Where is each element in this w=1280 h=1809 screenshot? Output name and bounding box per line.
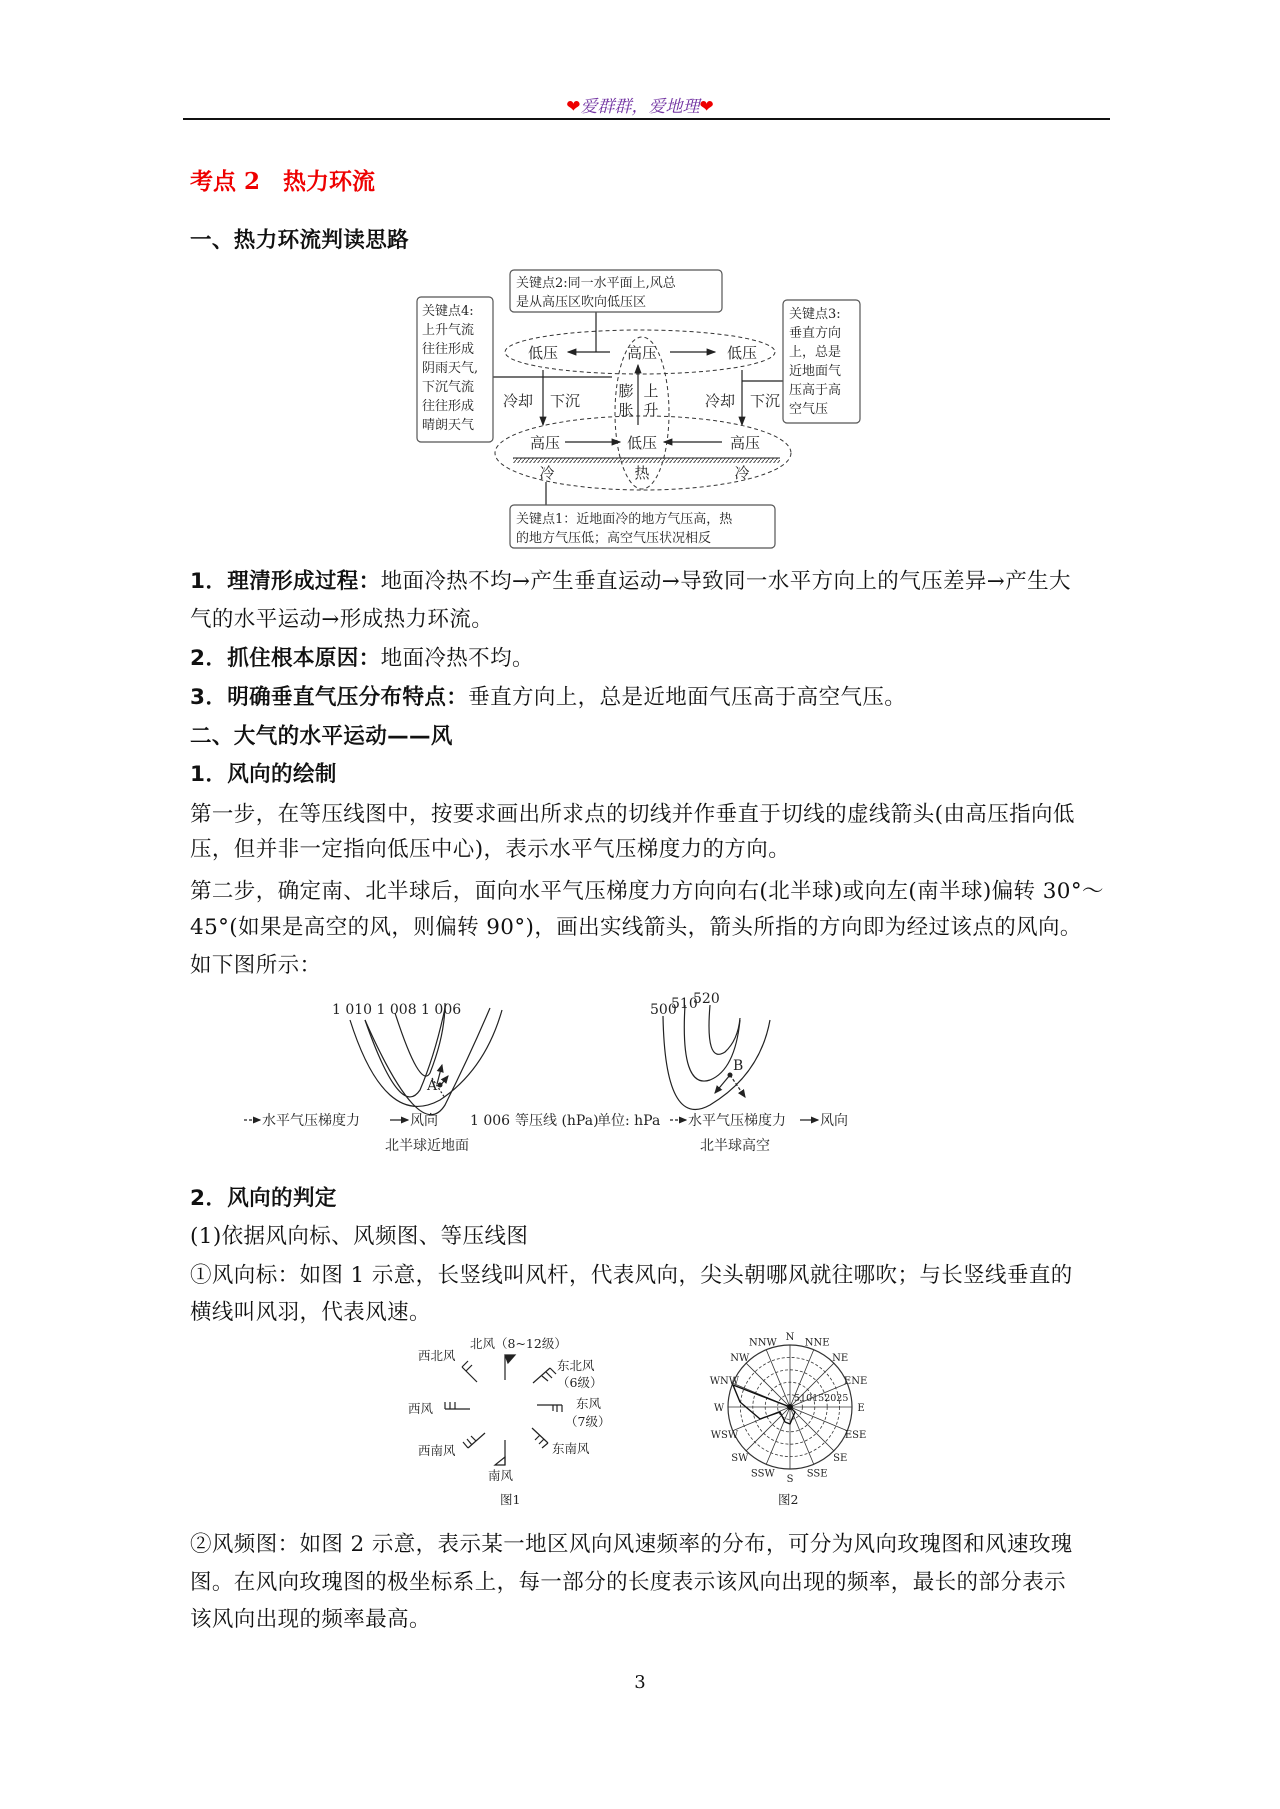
wind-vanes [445, 1355, 562, 1465]
rose-direction-label: S [786, 1474, 794, 1485]
paragraph-line: 该风向出现的频率最高。 [190, 1607, 431, 1632]
legend-wind: 风向 [820, 1113, 848, 1129]
east-grade-label: （7级） [565, 1414, 611, 1429]
northeast-wind-label: 东北风 [557, 1358, 595, 1373]
key-point-3-text: 压高于高 [789, 383, 842, 398]
point-text: 地面冷热不均→产生垂直运动→导致同一水平方向上的气压差异→产生大 [380, 569, 1071, 594]
key-point-3-text: 上，总是 [789, 345, 842, 360]
pressure-label: 低压 [626, 434, 658, 452]
expand-label: 胀 [618, 401, 634, 419]
cool-label: 冷却 [502, 392, 534, 410]
south-wind-label: 南风 [488, 1468, 514, 1483]
southwest-wind-label: 西南风 [418, 1443, 456, 1458]
legend-wind: 风向 [410, 1113, 438, 1129]
paragraph-line: ②风频图：如图 2 示意，表示某一地区风向风速频率的分布，可分为风向玫瑰图和风速玫瑰 [190, 1532, 1073, 1557]
rose-center [787, 1404, 793, 1410]
legend-isobar: 等压线 (hPa) [515, 1113, 599, 1129]
sink-label: 下沉 [749, 392, 781, 410]
point-label: 1．理清形成过程： [190, 569, 381, 594]
section-heading: 二、大气的水平运动——风 [190, 724, 453, 749]
expand-label: 膨 [618, 382, 634, 400]
paragraph-line: 第二步，确定南、北半球后，面向水平气压梯度力方向向右(北半球)或向左(南半球)偏转 30°～ [190, 879, 1104, 904]
rise-label: 升 [643, 401, 659, 419]
pressure-label: 高压 [729, 434, 761, 452]
key-point-1-text: 关键点1：近地面冷的地方气压高，热 [516, 512, 733, 527]
point-label: 2．抓住根本原因： [190, 646, 381, 671]
rose-direction-label: SSE [806, 1468, 828, 1480]
wind-rose-chart [710, 1332, 868, 1485]
isobar-label: 510 [671, 996, 698, 1012]
paragraph-line: 横线叫风羽，代表风速。 [190, 1300, 431, 1325]
northwest-wind-label: 西北风 [418, 1348, 456, 1363]
right-caption: 北半球高空 [700, 1138, 770, 1154]
rose-direction-label: E [857, 1403, 865, 1414]
key-point-4-text: 往往形成 [422, 399, 475, 414]
rose-direction-label: SW [731, 1453, 749, 1465]
paragraph-line: (1)依据风向标、风频图、等压线图 [190, 1224, 529, 1249]
rose-ring-labels: 510152025 [794, 1393, 849, 1404]
key-point-4-text: 关键点4: [422, 304, 474, 319]
legend-pgf: 水平气压梯度力 [688, 1113, 786, 1129]
key-point-3-text: 垂直方向 [789, 326, 842, 341]
paragraph-line: 图。在风向玫瑰图的极坐标系上，每一部分的长度表示该风向出现的频率，最长的部分表示 [190, 1570, 1067, 1595]
key-point-2-text: 是从高压区吹向低压区 [516, 295, 647, 310]
header-rule [183, 118, 1110, 120]
pressure-label: 低压 [527, 344, 559, 362]
west-wind-label: 西风 [408, 1401, 434, 1416]
page-title: 考点 2 热力环流 [190, 168, 376, 195]
key-point-3-text: 近地面气 [789, 364, 842, 379]
point-1-cont: 气的水平运动→形成热力环流。 [190, 607, 494, 632]
ground-label: 冷 [734, 464, 750, 482]
thermal-circulation-diagram [400, 260, 880, 560]
rose-spoke [746, 1363, 790, 1407]
key-point-1-text: 的地方气压低；高空气压状况相反 [516, 531, 712, 546]
key-point-4-text: 上升气流 [422, 323, 475, 338]
section-heading: 一、热力环流判读思路 [190, 228, 410, 253]
ground-label: 冷 [539, 464, 555, 482]
rose-direction-label: NNE [804, 1337, 830, 1349]
rise-label: 上 [643, 382, 659, 400]
northeast-grade-label: （6级） [557, 1375, 603, 1390]
point-label: 3．明确垂直气压分布特点： [190, 685, 469, 710]
isobar-label: 500 [650, 1002, 677, 1018]
point-a-label: A [427, 1078, 438, 1094]
rose-direction-label: WSW [710, 1430, 739, 1442]
key-point-4-text: 往往形成 [422, 342, 475, 357]
heart-icon: ❤ [566, 97, 581, 117]
paragraph-line: 如下图所示： [190, 953, 322, 978]
rose-spoke [790, 1407, 834, 1451]
paragraph-line: ①风向标：如图 1 示意，长竖线叫风杆，代表风向，尖头朝哪风就往哪吹；与长竖线垂直的 [190, 1263, 1073, 1288]
east-wind-label: 东风 [576, 1396, 602, 1411]
rose-direction-label: W [713, 1403, 725, 1414]
paragraph-line: 压，但并非一定指向低压中心)，表示水平气压梯度力的方向。 [190, 837, 791, 862]
rose-direction-label: ESE [844, 1430, 867, 1442]
rose-direction-label: SE [833, 1453, 848, 1465]
key-point-4-text: 晴朗天气 [422, 418, 475, 433]
rose-direction-label: NW [730, 1352, 750, 1364]
cool-label: 冷却 [704, 392, 736, 410]
wind-figures [400, 1330, 900, 1530]
rose-direction-label: NE [832, 1352, 849, 1364]
figure-2-caption: 图2 [778, 1492, 799, 1507]
key-point-3-text: 关键点3: [789, 307, 841, 322]
key-point-3-text: 空气压 [789, 402, 829, 417]
pressure-label: 高压 [626, 344, 658, 362]
pressure-label: 高压 [529, 434, 561, 452]
subheading: 2．风向的判定 [190, 1186, 337, 1211]
rose-direction-label: SSW [750, 1468, 775, 1480]
legend-isobar-sample: 1 006 [470, 1113, 511, 1129]
point-2 [190, 646, 534, 672]
point-text: 地面冷热不均。 [380, 646, 534, 671]
pressure-label: 低压 [726, 344, 758, 362]
key-point-2-text: 关键点2:同一水平面上,风总 [516, 276, 676, 291]
key-point-4-text: 下沉气流 [422, 380, 475, 395]
paragraph-line: 45°(如果是高空的风，则偏转 90°)，画出实线箭头，箭头所指的方向即为经过该点的风向。 [190, 915, 1082, 940]
left-caption: 北半球近地面 [385, 1138, 469, 1154]
figure-1-caption: 图1 [500, 1492, 521, 1507]
legend-pgf: 水平气压梯度力 [262, 1113, 360, 1129]
page-header [0, 92, 1280, 117]
heart-icon: ❤ [699, 97, 714, 117]
rose-direction-label: ENE [843, 1375, 868, 1387]
north-wind-label: 北风（8~12级） [470, 1336, 567, 1351]
southeast-wind-label: 东南风 [552, 1441, 590, 1456]
page-number: 3 [634, 1672, 646, 1693]
rose-direction-label: N [785, 1332, 795, 1343]
point-1 [190, 569, 1071, 595]
isobar-label: 520 [693, 991, 720, 1007]
header-text: 爱群群，爱地理 [580, 97, 700, 117]
rose-direction-label: NNW [748, 1337, 777, 1349]
unit-label: 单位: hPa [597, 1113, 661, 1129]
point-b-label: B [733, 1058, 744, 1074]
point-3 [190, 685, 906, 711]
rose-direction-label: WNW [709, 1375, 740, 1387]
ground-label: 热 [634, 464, 650, 482]
wind-direction-drawing-diagram [240, 980, 1040, 1180]
subheading: 1．风向的绘制 [190, 762, 337, 787]
key-point-4-text: 阴雨天气, [422, 361, 479, 376]
isobar-labels: 1 010 1 008 1 006 [332, 1002, 462, 1018]
point-text: 垂直方向上，总是近地面气压高于高空气压。 [468, 685, 907, 710]
paragraph-line: 第一步，在等压线图中，按要求画出所求点的切线并作垂直于切线的虚线箭头(由高压指向低 [190, 802, 1075, 827]
sink-label: 下沉 [549, 392, 581, 410]
